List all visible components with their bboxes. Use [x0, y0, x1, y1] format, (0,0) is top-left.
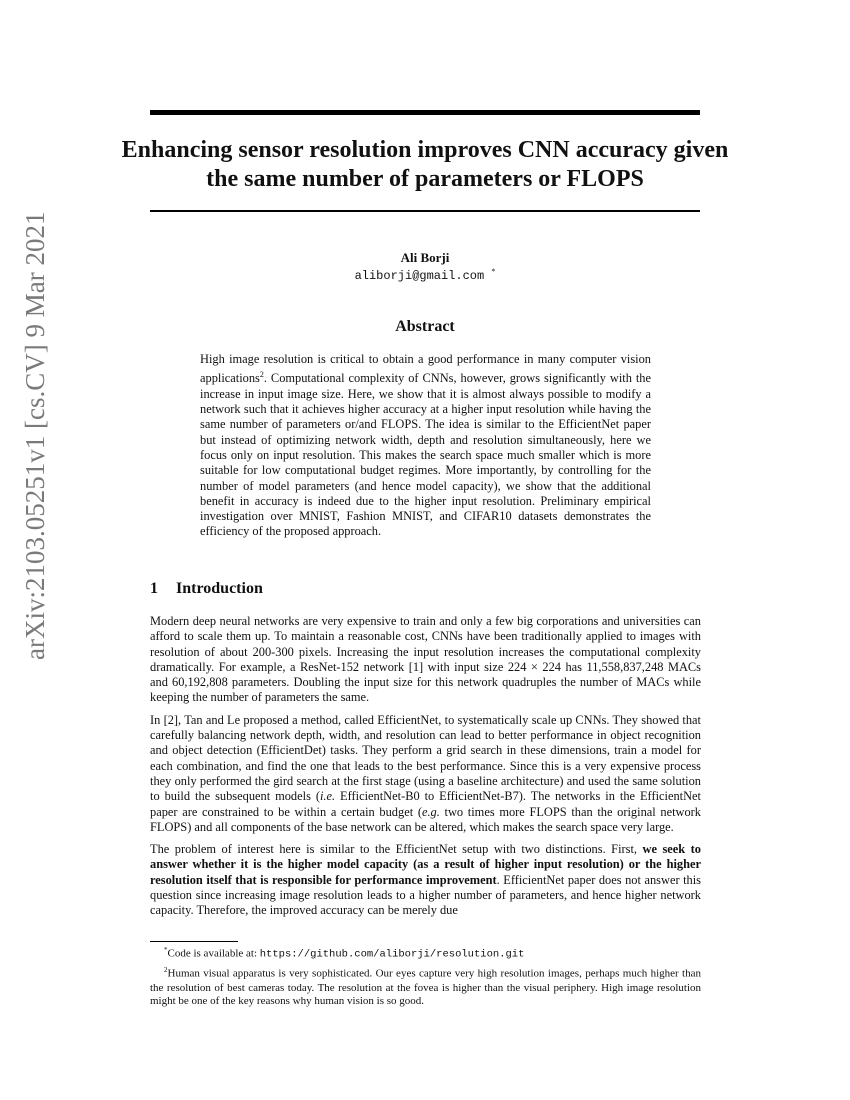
footnote-1 [150, 944, 701, 962]
p2-ie: i.e. [319, 789, 336, 804]
p2-eg: e.g. [421, 804, 440, 819]
section-number: 1 [150, 580, 158, 597]
section-title: Introduction [176, 580, 263, 597]
abstract-part-1: High image resolution is critical to obtain a good performance in many computer vision applications [200, 352, 651, 386]
footnote-2-mark: 2 [164, 966, 168, 975]
paragraph-1: Modern deep neural networks are very expensive to train and only a few big corporations and universities can afford to scale them up. To maintain a reasonable cost, CNNs have been traditionally applied to images with resolution of about 200-300 pixels. Increasing the input resolution increases the computational complexity dramatically. For example, a ResNet-152 network [1] with input size 224 × 224 has 11,558,837,248 MACs and 60,192,808 parameters. Doubling the input size for this network quadruples the number of MACs while keeping the number of parameters the same. [150, 614, 701, 705]
footnotes [150, 944, 701, 1011]
title-rule-top [150, 110, 700, 115]
section-heading [150, 580, 263, 598]
arxiv-stamp: arXiv:2103.05251v1 [cs.CV] 9 Mar 2021 [20, 211, 50, 660]
p2-part-a: In [2], Tan and Le proposed a method, called EfficientNet, to systematically scale up CNNs. They showed that carefully balancing network depth, width, and resolution can lead to better performance in object recognition and object detection (EfficientDet) tasks. They perform a grid search in these dimensions, train a model for each combination, and find the one that leads to the best performance. Since this is a very expensive process they only performed the gird search at the first stage (using a baseline architecture) and used the same solution to build the subsequent models ( [150, 712, 701, 804]
paper-title: Enhancing sensor resolution improves CNN accuracy given the same number of parameters or FLOPS [121, 137, 729, 192]
p2-part-c: two times more FLOPS than the original network FLOPS) and all components of the base network can be altered, which makes the search space very large. [150, 804, 701, 834]
email-text: aliborji@gmail.com [354, 269, 485, 283]
paragraph-3 [150, 842, 701, 918]
body-text [150, 614, 701, 926]
footnote-1-mark: * [164, 946, 168, 954]
footnote-1-text: Code is available at: [167, 947, 260, 960]
p3-bold: we seek to answer whether it is the higher model capacity (as a result of higher input resolution) or the higher resolution itself that is responsible for performance improvement [150, 842, 702, 887]
p3-part-a: The problem of interest here is similar to the EfficientNet setup with two distinctions. First, [150, 842, 643, 857]
author-email [150, 267, 700, 283]
abstract-footnote-mark: 2 [259, 370, 264, 380]
footnote-1-url[interactable]: https://github.com/aliborji/resolution.git [259, 948, 525, 961]
p2-part-b: EfficientNet-B0 to EfficientNet-B7). The networks in the EfficientNet paper are constrained to be within a certain budget ( [150, 789, 701, 819]
paragraph-2 [150, 713, 701, 835]
abstract-text [200, 352, 651, 540]
footnote-2 [150, 964, 701, 1008]
p3-part-b: . EfficientNet paper does not answer this question since increasing image resolution leads to a higher number of parameters, and hence higher network capacity. Therefore, the improved accuracy can be merely due [150, 872, 702, 918]
abstract-part-2: . Computational complexity of CNNs, however, grows significantly with the increase in input image size. Here, we show that it is almost always possible to modify a network such that it achieves higher accuracy at a higher input resolution while having the same number of parameters or/and FLOPS. The idea is similar to the EfficientNet paper but instead of optimizing network width, depth and resolution simultaneously, here we focus only on input resolution. This makes the search space much smaller which is more suitable for low computational budget regimes. More importantly, by controlling for the number of model parameters (and hence model capacity), we show that the additional benefit in accuracy is indeed due to the higher input resolution. Preliminary empirical investigation over MNIST, Fashion MNIST, and CIFAR10 datasets demonstrates the efficiency of the proposed approach. [200, 371, 651, 539]
abstract-heading: Abstract [395, 318, 455, 335]
author-name: Ali Borji [400, 250, 450, 265]
footnote-2-text: Human visual apparatus is very sophisticated. Our eyes capture very high resolution images, perhaps much higher than the resolution of best cameras today. The resolution at the fovea is higher than the visual periphery. High image resolution might be one of the key reasons why human vision is so good. [150, 967, 701, 1008]
title-rule-bottom [150, 210, 700, 212]
email-footnote-mark: * [491, 267, 496, 276]
footnote-rule [150, 941, 238, 942]
